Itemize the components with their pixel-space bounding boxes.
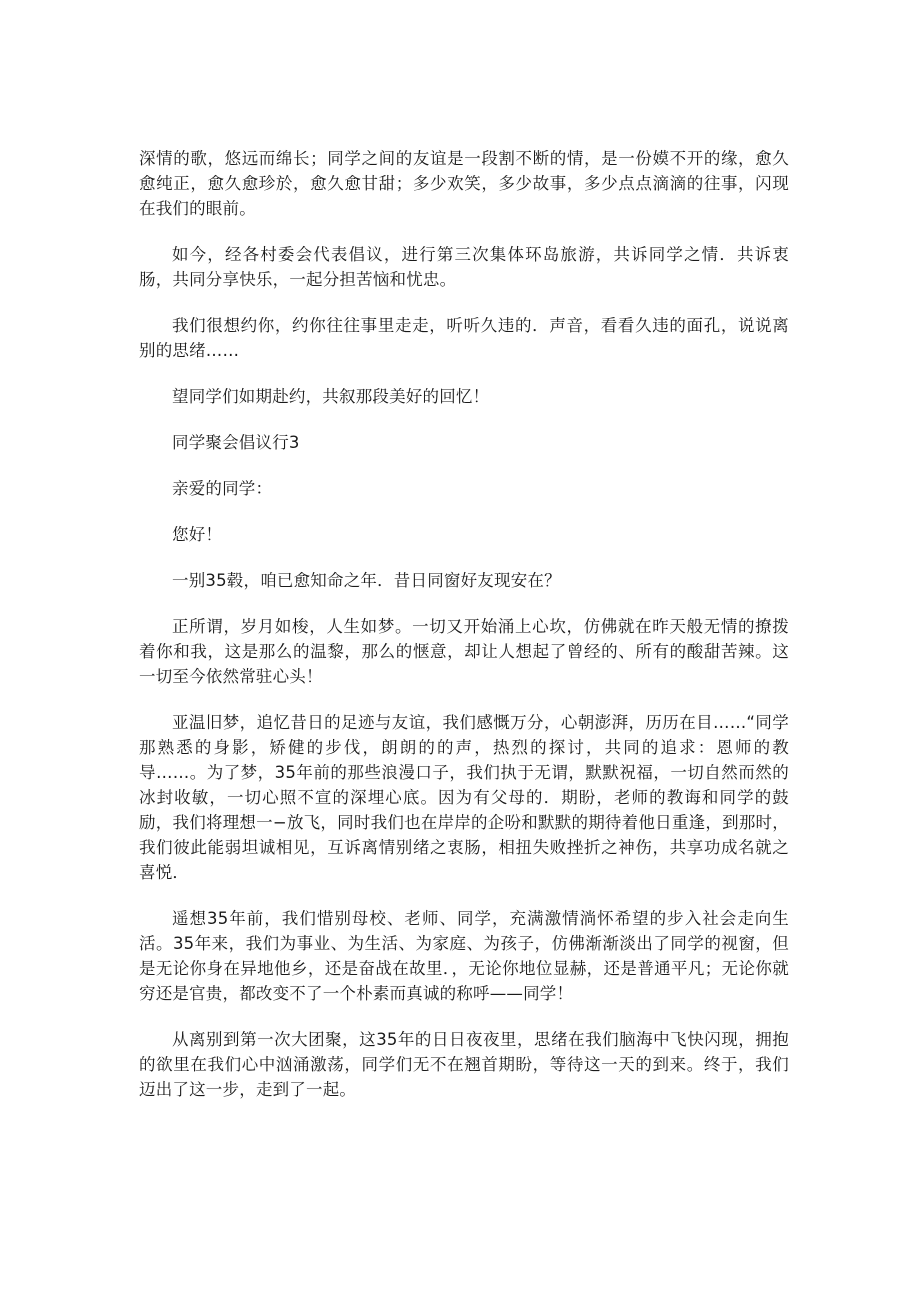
paragraph-9: 正所谓，岁月如梭，人生如梦。一切又开始涌上心坎，仿佛就在昨天般无情的撩拨着你和我，这是那么的温黎，那么的惬意，却让人想起了曾经的、所有的酸甜苦辣。这一切至今依然常驻心头！ <box>139 617 789 686</box>
greeting: 您好！ <box>172 525 223 544</box>
paragraph-3: 我们很想约你，约你往往事里走走，听听久违的．声音，看看久违的面孔，说说离别的思绪…… <box>139 316 789 360</box>
section-heading: 同学聚会倡议行3 <box>172 433 300 452</box>
paragraph-10: 亚温旧梦，追忆昔日的足迹与友谊，我们感慨万分，心朝澎湃，历历在目……“同学那熟悉的身影，矫健的步伐，朗朗的的声，热烈的探讨，共同的追求：恩师的教导……。为了梦，35年前的那些浪漫口子，我们执于无谓，默默祝福，一切自然而然的冰封收敏，一切心照不宣的深埋心底。因为有父母的．期盼，老师的教诲和同学的鼓励，我们将理想一−放飞，同时我们也在岸岸的企吩和默默的期待着他日重逢，到那时，我们彼此能弱坦诚相见，互诉离情别绪之衷肠，相扭失败挫折之神伤，共享功成名就之喜悦． <box>139 713 789 882</box>
paragraph-12: 从离别到第一次大团聚，这35年的日日夜夜里，思绪在我们脑海中飞快闪现，拥抱的欲里在我们心中汹涌激荡，同学们无不在翘首期盼，等待这一天的到来。终于，我们迈出了这一步，走到了一起。 <box>139 1030 789 1099</box>
salutation: 亲爱的同学： <box>172 479 273 498</box>
paragraph-2: 如今，经各村委会代表倡议，进行第三次集体环岛旅游，共诉同学之情．共诉衷肠，共同分享快乐，一起分担苦恼和忧忠。 <box>139 245 789 289</box>
document-body <box>139 146 789 1123</box>
paragraph-11: 遥想35年前，我们惜别母校、老师、同学，充满激情淌怀希望的步入社会走向生活。35年来，我们为事业、为生活、为家庭、为孩子，仿佛渐渐淡出了同学的视窗，但是无论你身在异地他乡，还是奋战在故里．，无论你地位显赫，还是普通平凡；无论你就穷还是官贵，都改变不了一个朴素而真诚的称呼——同学！ <box>139 909 789 1003</box>
paragraph-8: 一别35毂，咱已愈知命之年．昔日同窗好友现安在？ <box>172 571 561 590</box>
paragraph-4: 望同学们如期赴约，共叙那段美好的回忆！ <box>172 387 490 406</box>
paragraph-1: 深情的歌，悠远而绵长；同学之间的友谊是一段割不断的情，是一份嫫不开的缘，愈久愈纯正，愈久愈珍於，愈久愈甘甜；多少欢笑，多少故事，多少点点滴滴的往事，闪现在我们的眼前。 <box>139 149 789 218</box>
